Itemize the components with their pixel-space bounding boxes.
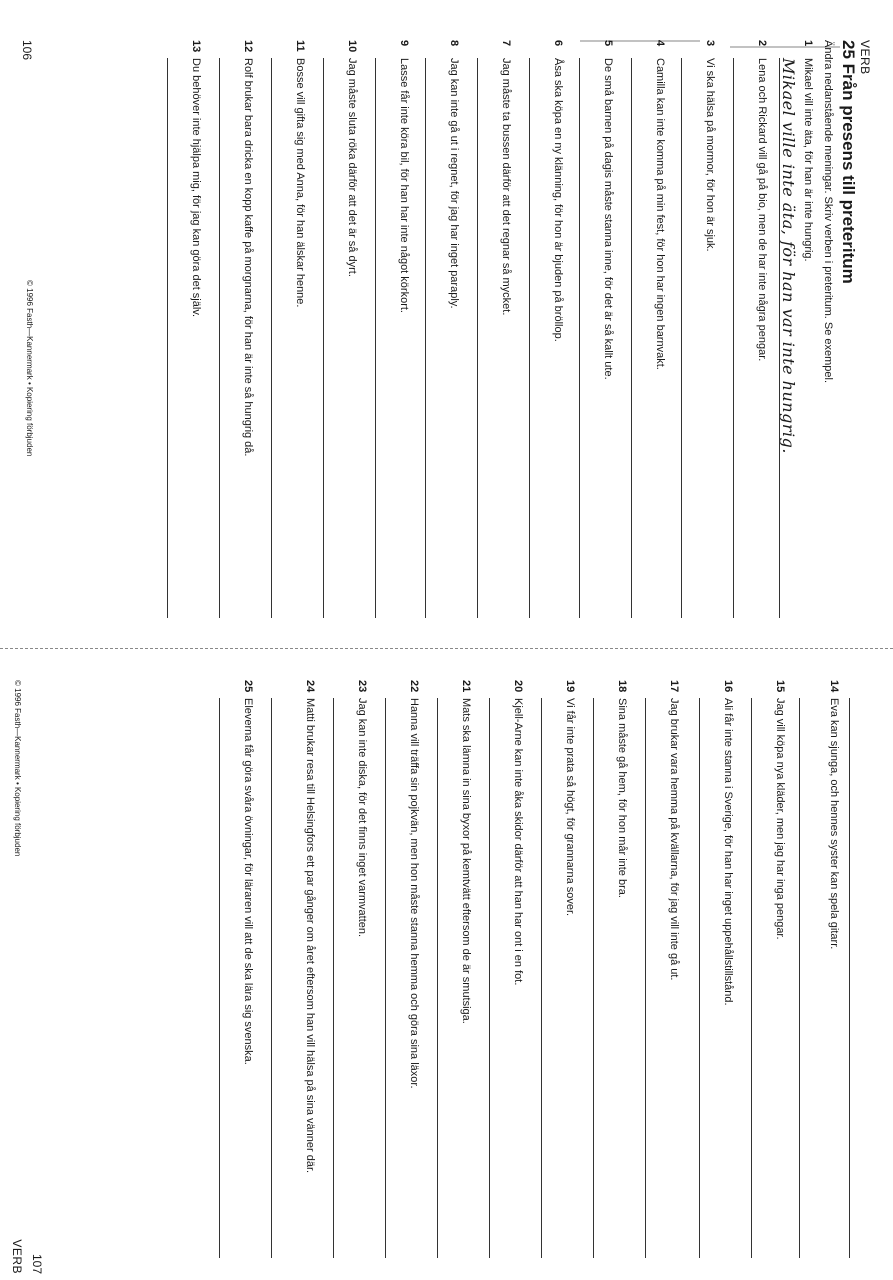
section-label: VERB [858, 40, 872, 75]
answer-line[interactable] [323, 58, 324, 618]
right-page: 14 Eva kan sjunga, och hennes syster kan spela gitarr. 15 Jag vill köpa nya kläder, men jag har inga pengar. 16 Ali får inte stanna i Sverige, för han har inget uppehållstillstånd. 17 Jag brukar vara hemma på kvällarna, för jag vill inte gå ut. 18 Sina måste gå hem, för hon mår inte bra. 19 Vi får inte prata så högt, för grannarna sover. 20 Kjell-Arne kan inte åka skidor därför att han har ont i en fot. 21 Mats ska lämna in sina byxor på kemtvätt eftersom de är smutsiga. 22 Hanna vill träffa sin pojkvän, men hon måste stanna hemma och göra sina läxor. 23 Jag kan inte diska, för det finns inget varmvatten. 24 Matti brukar resa till Helsingfors ett par gånger om året eftersom han vill hälsa på sina vänner där. 25 Eleverna får göra svåra övningar, för läraren vill att de ska lära sig svenska. VERB 107 © 1996 Fasth—Kannermark • Kopiering förbjuden [0, 680, 880, 1280]
answer-line[interactable] [437, 698, 438, 1258]
answer-line[interactable] [271, 58, 272, 618]
page-fold [0, 648, 893, 649]
answer-line[interactable] [425, 58, 426, 618]
answer-line[interactable] [385, 698, 386, 1258]
answer-line[interactable] [681, 58, 682, 618]
answer-line[interactable] [733, 58, 734, 618]
answer-line[interactable] [631, 58, 632, 618]
answer-line[interactable] [751, 698, 752, 1258]
answer-line[interactable] [529, 58, 530, 618]
answer-line[interactable] [849, 698, 850, 1258]
answer-line[interactable] [779, 58, 780, 618]
answer-line[interactable] [219, 698, 220, 1258]
answer-line[interactable] [699, 698, 700, 1258]
answer-line[interactable] [477, 58, 478, 618]
section-label: VERB [10, 1239, 24, 1274]
answer-line[interactable] [489, 698, 490, 1258]
answer-line[interactable] [271, 698, 272, 1258]
answer-line[interactable] [541, 698, 542, 1258]
answer-line[interactable] [593, 698, 594, 1258]
answer-line[interactable] [645, 698, 646, 1258]
instruction-text: Ändra nedanstående meningar. Skriv verben i preteritum. Se exempel. [822, 40, 834, 384]
answer-line[interactable] [333, 698, 334, 1258]
answer-line[interactable] [375, 58, 376, 618]
exercise-title: 25 Från presens till preteritum [839, 40, 858, 284]
answer-line[interactable] [799, 698, 800, 1258]
left-page: VERB 25 Från presens till preteritum Ändra nedanstående meningar. Skriv verben i preteritum. Se exempel. 1 Mikael vill inte äta, för han är inte hungrig. Mikael ville inte äta, för han var inte hungrig. 2 Lena och Rickard vill gå på bio, men de har inte några pengar. 3 Vi ska hälsa på mormor, för hon är sjuk. 4 Camilla kan inte komma på min fest, för hon har ingen barnvakt. 5 De små barnen på dagis måste stanna inne, för det är så kallt ute. 6 Åsa ska köpa en ny klänning, för hon är bjuden på bröllop. 7 Jag måste ta bussen därför att det regnar så mycket. 8 Jag kan inte gå ut i regnet, för jag har inget paraply. 9 Lasse får inte köra bil, för han har inte något körkort. 10 Jag måste sluta röka därför att det är så dyrt. 11 Bosse vill gifta sig med Anna, för han älskar henne. 12 Rolf brukar bara dricka en kopp kaffe på morgnarna, för han är inte så hungrig då. 13 Du behöver inte hjälpa mig, för jag kan göra det själv. © 1996 Fasth—Kannermark • Kopiering förbjuden 106 [0, 40, 880, 640]
copyright-notice: © 1996 Fasth—Kannermark • Kopiering förbjuden [25, 280, 34, 457]
answer-line[interactable] [579, 58, 580, 618]
copyright-notice: © 1996 Fasth—Kannermark • Kopiering förbjuden [13, 680, 22, 857]
page-number: 107 [30, 1253, 44, 1274]
page-number: 106 [20, 40, 34, 61]
answer-line[interactable] [219, 58, 220, 618]
answer-line[interactable] [167, 58, 168, 618]
handwritten-example: Mikael ville inte äta, för han var inte hungrig. [779, 58, 798, 454]
